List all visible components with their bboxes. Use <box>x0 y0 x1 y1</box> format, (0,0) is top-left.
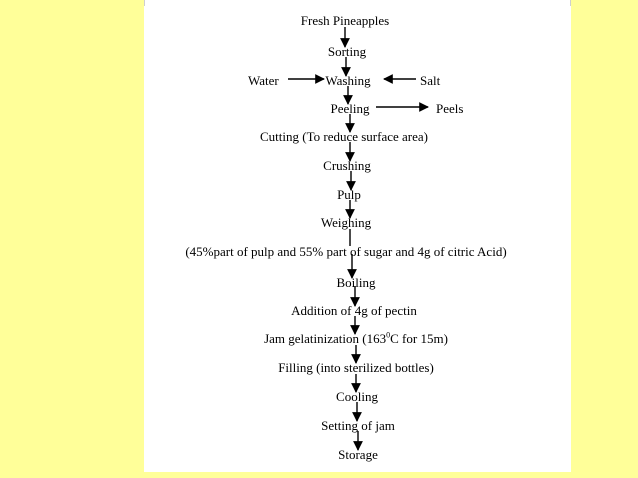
step-peeling: Peeling <box>330 101 370 116</box>
step-weighing: Weighing <box>320 215 372 230</box>
step-pulp: Pulp <box>337 187 361 202</box>
step-storage: Storage <box>338 447 378 462</box>
input-water: Water <box>248 73 279 88</box>
step-boiling: Boiling <box>336 275 376 290</box>
step-cutting: Cutting (To reduce surface area) <box>259 129 429 144</box>
step-filling: Filling (into sterilized bottles) <box>278 360 434 375</box>
step-crushing: Crushing <box>323 158 371 173</box>
input-salt: Salt <box>420 73 441 88</box>
step-addition-of-pectin: Addition of 4g of pectin <box>291 303 417 318</box>
step-ingredient-mix: (45%part of pulp and 55% part of sugar and 4g of citric Acid) <box>185 244 507 259</box>
step-setting-of-jam: Setting of jam <box>321 418 395 433</box>
step-washing: Washing <box>325 73 371 88</box>
step-cooling: Cooling <box>336 389 378 404</box>
output-peels: Peels <box>436 101 464 116</box>
step-jam-gelatinization: Jam gelatinization ($163^0C$ for 15m) <box>264 330 448 346</box>
step-sorting: Sorting <box>327 44 367 59</box>
step-fresh-pineapples: Fresh Pineapples <box>300 13 390 28</box>
